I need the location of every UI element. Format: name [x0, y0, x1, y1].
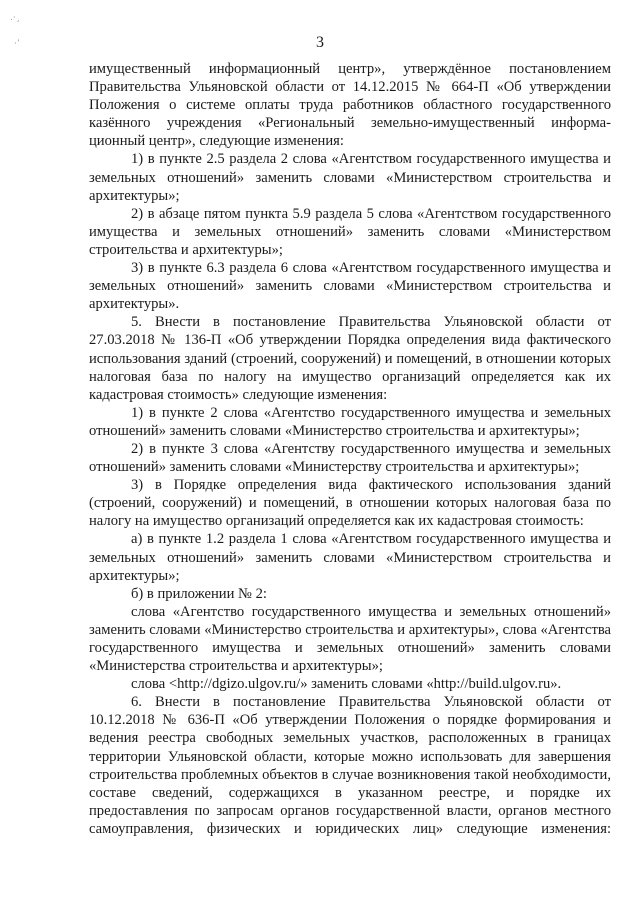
- paragraph-item-3: 3) в Порядке определения вида фактического использования зданий (строений, сооружений) и помещений, в отношении которых налоговая база по налогу на имущество организаций определяется как их кадастровая стоимость:: [89, 477, 611, 530]
- paragraph-url-replacement: слова <http://dgizo.ulgov.ru/» заменить словами «http://build.ulgov.ru».: [131, 676, 562, 693]
- paragraph-subitem-a: а) в пункте 1.2 раздела 1 слова «Агентством государственного имущества и земельных отношений» заменить словами «Министерством строительства и архитектуры»;: [89, 531, 611, 584]
- paragraph-section-6: 6. Внести в постановление Правительства Ульяновской области от 10.12.2018 № 636-П «Об утверждении Положения о порядке формирования и ведения реестра свободных земельных участков, расположенных в границах территории Ульяновской области, которые можно использовать для завершения строительства проблемных объектов в случае возникновения такой необходимости, составе сведений, содержащихся в указанном реестре, и порядке их предоставления по запросам органов государственной власти, органов местного самоуправления, физических и юридических лиц» следующие изменения:: [89, 694, 611, 837]
- paragraph-subitem-b: б) в приложении № 2:: [131, 585, 267, 602]
- paragraph-item-1: 1) в пункте 2 слова «Агентство государственного имущества и земельных отношений» заменить словами «Министерство строительства и архитектуры»;: [89, 404, 611, 439]
- document-body: [89, 60, 611, 838]
- paragraph-item-2: 2) в пункте 3 слова «Агентству государственного имущества и земельных отношений» заменить словами «Министерству строительства и архитектуры»;: [89, 440, 611, 476]
- paragraph-continuation: имущественный информационный центр», утверждённое постановлением Правительства Ульяновской области от 14.12.2015 № 664-П «Об утверждении Положения о системе оплаты труда работников областного государственного казённого учреждения «Региональный земельно-имущественный информа-ционный центр», следующие изменения:: [89, 61, 611, 150]
- paragraph-item-1: 1) в пункте 2.5 раздела 2 слова «Агентством государственного имущества и земельных отношений» заменить словами «Министерством строительства и архитектуры»;: [89, 151, 611, 204]
- scan-artifact-mark: ·’: [14, 39, 20, 49]
- scan-artifact-mark: .·¸: [10, 13, 21, 23]
- paragraph-item-2: 2) в абзаце пятом пункта 5.9 раздела 5 слова «Агентством государственного имущества и земельных отношений» заменить словами «Министерством строительства и архитектуры»;: [89, 205, 611, 258]
- paragraph-words-replacement: слова «Агентство государственного имущества и земельных отношений» заменить словами «Министерство строительства и архитектуры», слова «Агентства государственного имущества и земельных отношений» заменить словами «Министерства строительства и архитектуры»;: [89, 603, 611, 675]
- paragraph-item-3: 3) в пункте 6.3 раздела 6 слова «Агентством государственного имущества и земельных отношений» заменить словами «Министерством строительства и архитектуры».: [89, 260, 611, 313]
- paragraph-section-5: 5. Внести в постановление Правительства Ульяновской области от 27.03.2018 № 136-П «Об утверждении Порядка определения вида фактического использования зданий (строений, сооружений) и помещений, в отношении которых налоговая база по налогу на имущество организаций определяется как их кадастровая стоимость» следующие изменения:: [89, 314, 611, 403]
- page-number: 3: [316, 34, 324, 51]
